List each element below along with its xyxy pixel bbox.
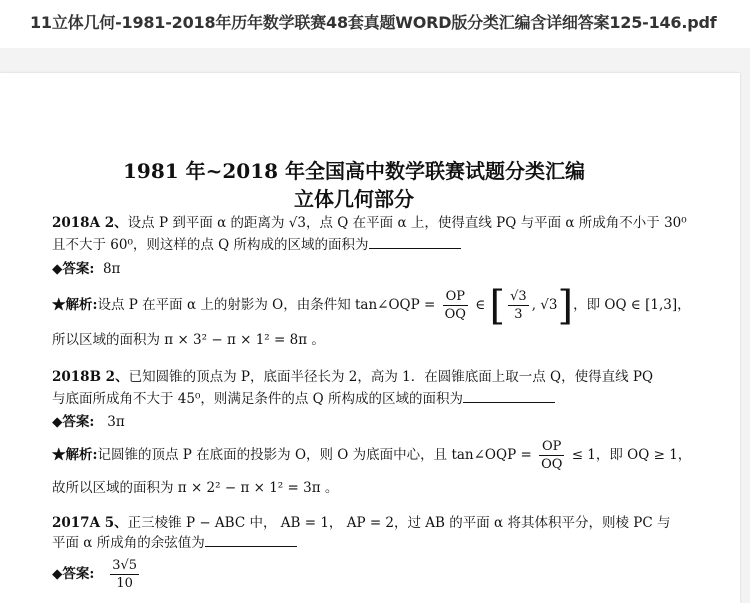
fraction: $\frac{√3}{3}$ [510, 289, 527, 322]
problem-text: 设点 P 到平面 α 的距离为 √3，点 Q 在平面 α 上，使得直线 PQ 与平面 α 所成角不小于 30⁰ [127, 215, 687, 231]
answer-blank [205, 534, 297, 547]
answer-line [52, 554, 142, 594]
answer-line [52, 259, 120, 279]
solution-text: 设点 P 在平面 α 上的射影为 O，由条件知 tan∠OQP = [97, 297, 436, 313]
problem-question-line [52, 533, 297, 553]
answer-value: 3π [107, 414, 125, 430]
problem-text: 与底面所成角不大于 45⁰，则满足条件的点 Q 所构成的区域的面积为 [52, 391, 464, 407]
answer-label: ◆答案: [52, 414, 95, 430]
solution-label: ★解析: [52, 447, 98, 463]
problem-text: 且不大于 60⁰，则这样的点 Q 所构成的区域的面积为 [52, 237, 369, 253]
problem-text: 正三棱锥 P − ABC 中， AB = 1， AP = 2，过 AB 的平面 α 将其体积平分，则棱 PC 与 [127, 515, 671, 531]
problem-id: 2018A 2、 [52, 215, 128, 231]
right-bracket: ] [557, 282, 574, 329]
section-title: 立体几何部分 [294, 187, 414, 211]
problem-question-line [52, 367, 653, 387]
answer-value: 8π [102, 261, 121, 277]
solution-text: 故所以区域的面积为 π × 2² − π × 1² = 3π 。 [52, 480, 339, 496]
solution-text: 所以区域的面积为 π × 3² − π × 1² = 8π 。 [52, 332, 325, 348]
solution-line [52, 478, 338, 498]
problem-id: 2017A 5、 [52, 515, 128, 531]
problem-text: 已知圆锥的顶点为 P，底面半径长为 2，高为 1．在圆锥底面上取一点 Q，使得直线 PQ [128, 369, 654, 385]
problem-text: 平面 α 所成角的余弦值为 [52, 535, 205, 551]
answer-line [52, 412, 125, 432]
solution-label: ★解析: [52, 297, 98, 313]
problem-question-line [52, 235, 461, 255]
problem-id: 2018B 2、 [52, 369, 129, 385]
solution-text: 记圆锥的顶点 P 在底面的投影为 O，则 O 为底面中心，且 tan∠OQP = [97, 447, 532, 463]
answer-blank [463, 390, 555, 403]
left-bracket: [ [489, 282, 506, 329]
answer-label: ◆答案: [52, 261, 95, 277]
fraction: $\frac{3√5}{10}$ [112, 558, 138, 591]
fraction: $\frac{OP}{OQ}$ [444, 289, 466, 322]
pdf-page [0, 73, 740, 603]
solution-line: ★解析:设点 P 在平面 α 上的射影为 O，由条件知 tan∠OQP = $\frac{OP}{OQ}$ ∈ [ $\frac{√3}{3}$ , √3]，即 OQ ∈ [1,3]， [52, 282, 691, 329]
problem-question-line [52, 213, 687, 233]
problem-question-line [52, 389, 555, 409]
document-title: 11立体几何-1981-2018年历年数学联赛48套真题WORD版分类汇编含详细答案125-146.pdf [30, 13, 717, 32]
title-bar [0, 0, 750, 48]
fraction: $\frac{OP}{OQ}$ [541, 439, 563, 472]
answer-label: ◆答案: [52, 566, 95, 582]
solution-line: ★解析:记圆锥的顶点 P 在底面的投影为 O，则 O 为底面中心，且 tan∠OQP = $\frac{OP}{OQ}$ ≤ 1，即 OQ ≥ 1， [52, 439, 692, 472]
problem-question-line [52, 513, 670, 533]
page-title: 1981 年~2018 年全国高中数学联赛试题分类汇编 [122, 159, 585, 183]
answer-blank [369, 236, 461, 249]
solution-line [52, 330, 325, 350]
